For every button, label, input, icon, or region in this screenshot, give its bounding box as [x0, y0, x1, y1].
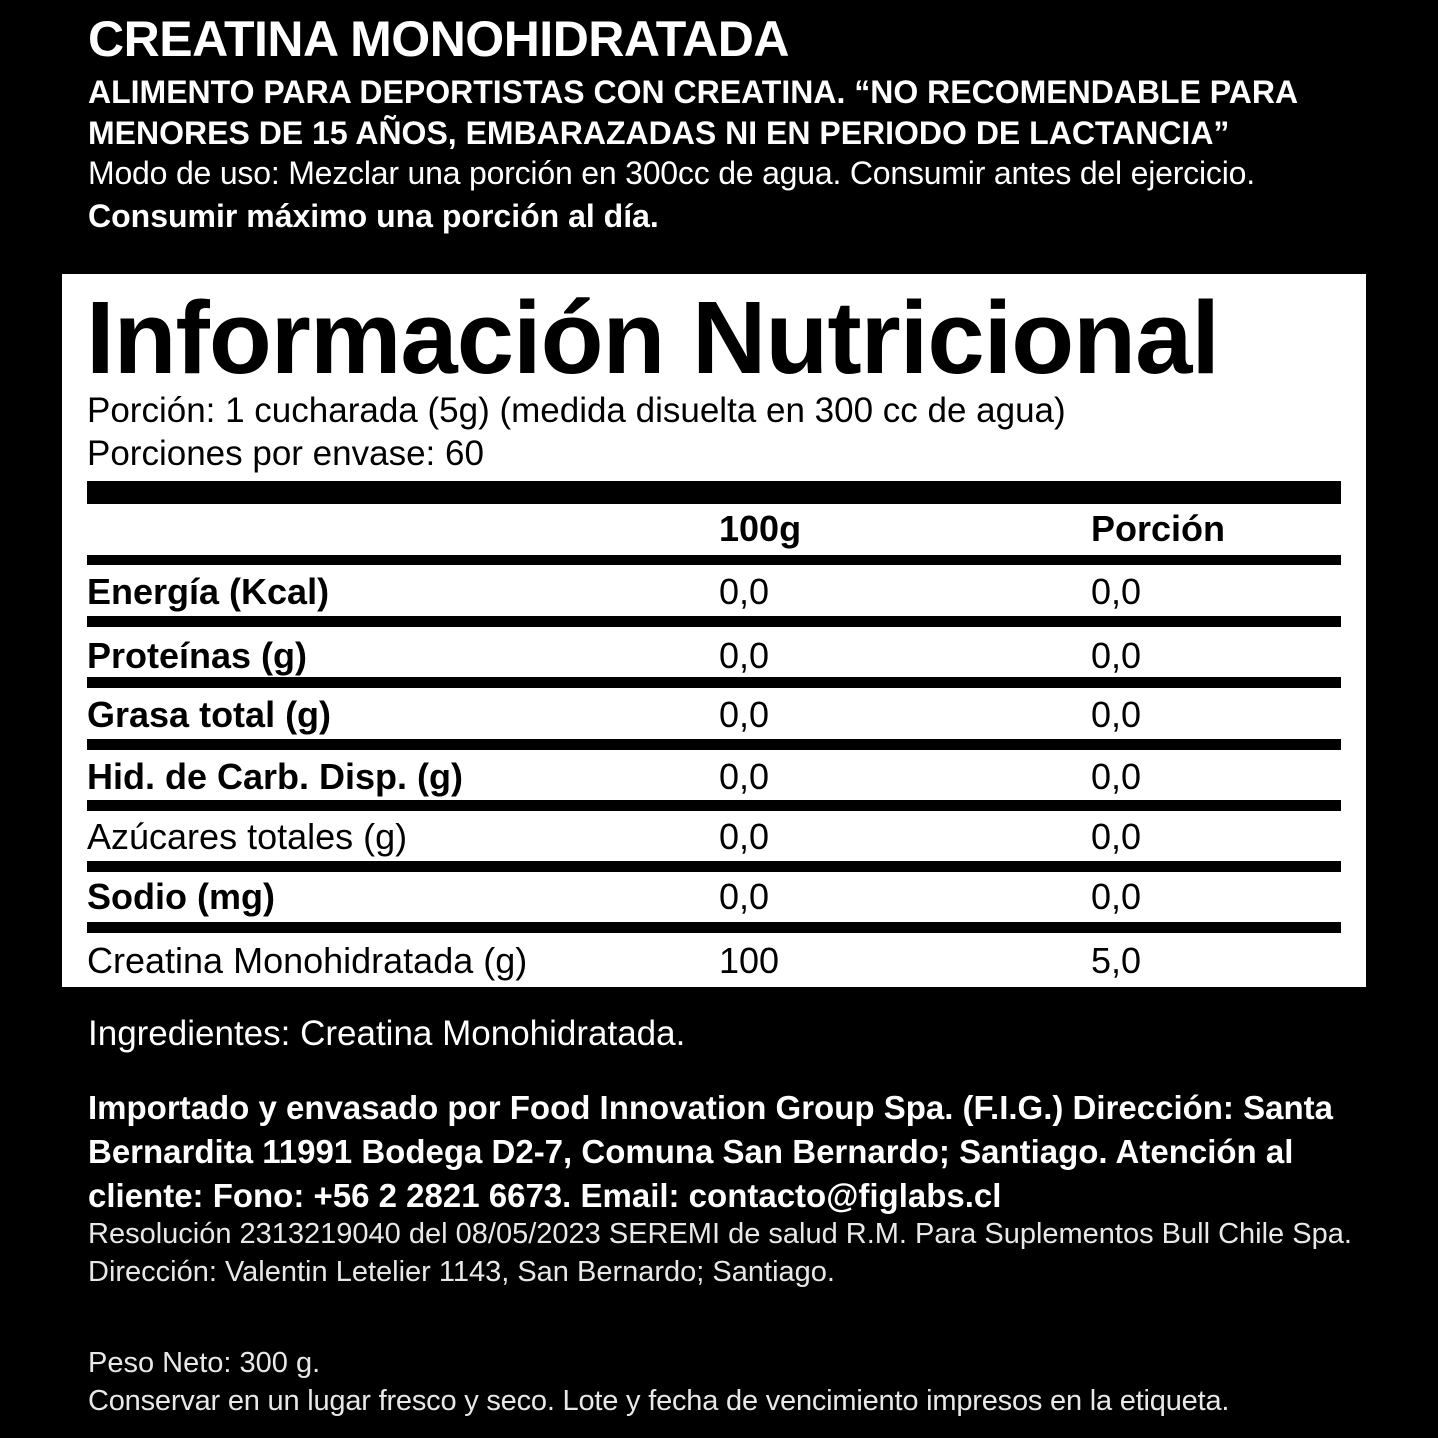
value-per-100g: 100 [719, 940, 780, 981]
table-row [87, 752, 1341, 802]
usage-instructions: Modo de uso: Mezclar una porción en 300cc de agua. Consumir antes del ejercicio. [88, 155, 1255, 191]
warning-text: ALIMENTO PARA DEPORTISTAS CON CREATINA. “NO RECOMENDABLE PARA MENORES DE 15 AÑOS, EMBARAZADAS NI EN PERIODO DE LACTANCIA” [88, 74, 1297, 151]
value-per-100g: 0,0 [719, 635, 770, 676]
row-divider [87, 739, 1341, 750]
row-divider [87, 800, 1341, 811]
nutrient-label: Sodio (mg) [87, 876, 275, 917]
value-per-100g: 0,0 [719, 876, 770, 917]
value-per-portion: 0,0 [1091, 571, 1142, 612]
table-row [87, 872, 1341, 922]
value-per-100g: 0,0 [719, 816, 770, 857]
resolution-info: Resolución 2313219040 del 08/05/2023 SEREMI de salud R.M. Para Suplementos Bull Chile Spa. Dirección: Valentin Letelier 1143, San Bernardo; Santiago. [88, 1218, 1352, 1288]
row-divider [87, 922, 1341, 933]
value-per-portion: 0,0 [1091, 756, 1142, 797]
nutrient-label: Proteínas (g) [87, 635, 308, 676]
column-header-portion: Porción [1091, 508, 1226, 549]
header-divider [87, 481, 1341, 504]
table-row [87, 690, 1341, 740]
row-divider [87, 555, 1341, 565]
value-per-100g: 0,0 [719, 694, 770, 735]
nutrition-title: Información Nutricional [86, 280, 1219, 395]
value-per-portion: 0,0 [1091, 876, 1142, 917]
nutrition-facts-panel [62, 274, 1366, 987]
net-weight: Peso Neto: 300 g. [88, 1347, 321, 1379]
servings-per-container: Porciones por envase: 60 [87, 434, 484, 473]
nutrient-label: Azúcares totales (g) [87, 816, 408, 857]
value-per-portion: 0,0 [1091, 816, 1142, 857]
nutrient-label: Creatina Monohidratada (g) [87, 940, 528, 981]
table-row [87, 936, 1341, 986]
nutrient-label: Energía (Kcal) [87, 571, 330, 612]
nutrient-label: Hid. de Carb. Disp. (g) [87, 756, 464, 797]
value-per-portion: 5,0 [1091, 940, 1142, 981]
value-per-100g: 0,0 [719, 756, 770, 797]
table-header-row [87, 504, 1341, 554]
row-divider [87, 616, 1341, 627]
table-row [87, 567, 1341, 617]
value-per-portion: 0,0 [1091, 635, 1142, 676]
table-row [87, 631, 1341, 681]
table-row [87, 812, 1341, 862]
value-per-portion: 0,0 [1091, 694, 1142, 735]
row-divider [87, 677, 1341, 688]
ingredients-list: Ingredientes: Creatina Monohidratada. [88, 1014, 686, 1053]
product-name: CREATINA MONOHIDRATADA [88, 11, 789, 67]
nutrient-label: Grasa total (g) [87, 694, 332, 735]
column-header-100g: 100g [719, 508, 802, 549]
value-per-100g: 0,0 [719, 571, 770, 612]
importer-info: Importado y envasado por Food Innovation Group Spa. (F.I.G.) Dirección: Santa Bernardita 11991 Bodega D2-7, Comuna San Bernardo; Santiago. Atención al cliente: Fono: +56 2 2821 6673. Email: contacto@figlabs.cl [88, 1089, 1333, 1214]
serving-size: Porción: 1 cucharada (5g) (medida disuelta en 300 cc de agua) [87, 391, 1066, 430]
max-dose-note: Consumir máximo una porción al día. [88, 198, 659, 234]
row-divider [87, 861, 1341, 872]
storage-instructions: Conservar en un lugar fresco y seco. Lote y fecha de vencimiento impresos en la etiqueta. [88, 1385, 1230, 1417]
